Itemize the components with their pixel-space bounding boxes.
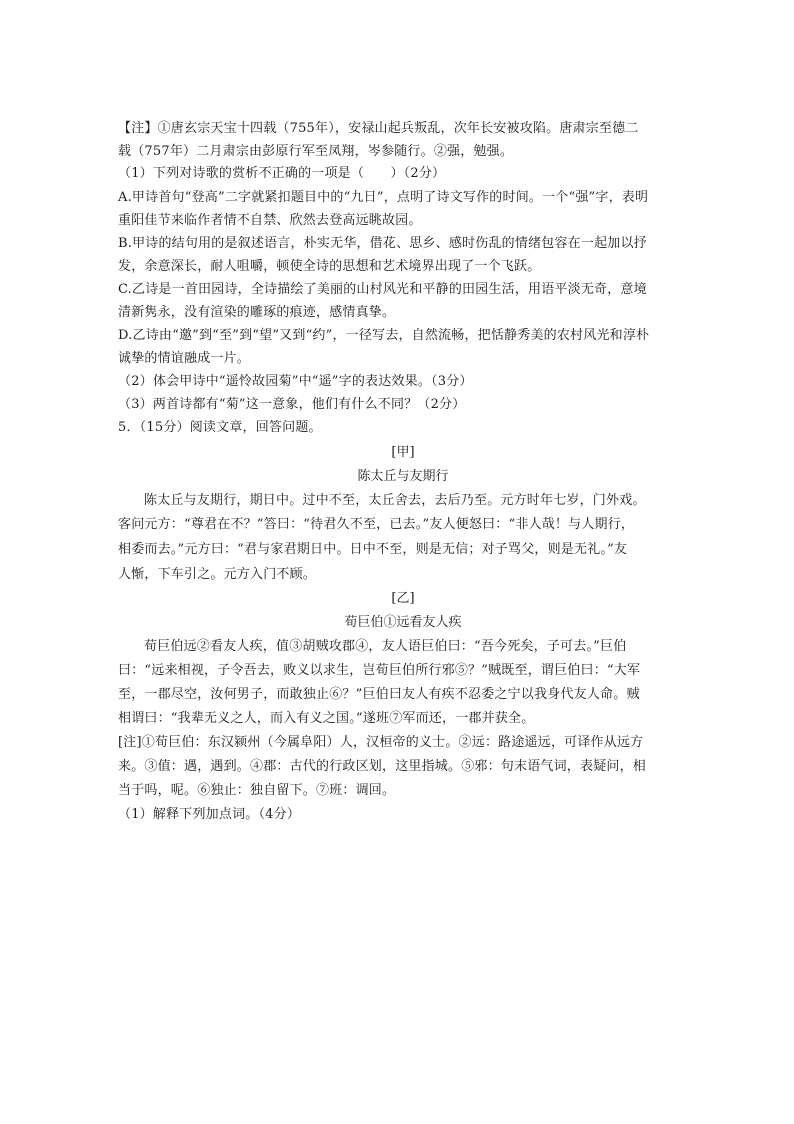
- note-line-1: 【注】①唐玄宗天宝十四载（755年），安禄山起兵叛乱，次年长安被攻陷。唐肃宗至德二: [118, 121, 639, 136]
- note-line-2: 载（757年）二月肃宗由彭原行军至凤翔，岑参随行。②强，勉强。: [118, 144, 514, 159]
- passage-yi-line-2: 曰：“远来相视，子令吾去，败义以求生，岂荀巨伯所行邪⑤？”贼既至，谓巨伯曰：“大军: [118, 663, 641, 678]
- option-d-line-1: D.乙诗由“邀”到“至”到“望”又到“约”，一径写去，自然流畅，把恬静秀美的农村风光和淳朴: [118, 328, 650, 343]
- option-c-line-1: C.乙诗是一首田园诗，全诗描绘了美丽的山村风光和平静的田园生活，用语平淡无奇，意境: [118, 282, 647, 297]
- passage-jia-line-4: 人惭，下车引之。元方入门不顾。: [118, 567, 317, 582]
- option-b-line-1: B.甲诗的结句用的是叙述语言，朴实无华，借花、思乡、感时伤乱的情绪包容在一起加以抒: [118, 236, 647, 251]
- question-5-title: 5．（15分）阅读文章，回答问题。: [118, 420, 322, 435]
- passage-jia-marker: [甲]: [391, 445, 415, 460]
- option-b-line-2: 发，余意深长，耐人咀嚼，顿使全诗的思想和艺术境界出现了一个飞跃。: [118, 259, 541, 274]
- passage-yi-line-3: 至，一郡尽空，汝何男子，而敢独止⑥？”巨伯曰友人有疾不忍委之宁以我身代友人命。贼: [118, 687, 640, 702]
- question-4-2: （2）体会甲诗中“遥怜故园菊”中“遥”字的表达效果。（3分）: [118, 374, 473, 389]
- question-4-3: （3）两首诗都有“菊”这一意象，他们有什么不同？（2分）: [118, 397, 466, 412]
- option-d-line-2: 诚挚的情谊融成一片。: [118, 351, 251, 366]
- passage-yi-marker: [乙]: [391, 591, 415, 606]
- passage-jia-line-1: 陈太丘与友期行，期日中。过中不至，太丘舍去，去后乃至。元方时年七岁，门外戏。: [144, 493, 646, 508]
- passage-yi-title: 荀巨伯①远看友人疾: [344, 615, 462, 630]
- passage-jia-line-3: 相委而去。”元方曰：“君与家君期日中。日中不至，则是无信；对子骂父，则是无礼。”友: [118, 542, 628, 557]
- option-a-line-2: 重阳佳节来临作者情不自禁、欣然去登高远眺故园。: [118, 213, 422, 228]
- passage-jia-line-2: 客问元方：“尊君在不？”答曰：“待君久不至，已去。”友人便怒曰：“非人哉！与人期行，: [118, 517, 635, 532]
- passage-yi-line-1: 荀巨伯远②看友人疾，值③胡贼攻郡④，友人语巨伯曰：“吾今死矣，子可去。”巨伯: [144, 639, 627, 654]
- option-a-line-1: A.甲诗首句“登高”二字就紧扣题目中的“九日”，点明了诗文写作的时间。一个“强”字，表明: [118, 190, 649, 205]
- yi-note-line-1: [注]①荀巨伯：东汉颍州（今属阜阳）人，汉桓帝的义士。②远：路途遥远，可译作从远方: [118, 735, 644, 750]
- passage-yi-line-4: 相谓曰：“我辈无义之人，而入有义之国。”遂班⑦军而还，一郡并获全。: [118, 711, 535, 726]
- option-c-line-2: 清新隽永，没有渲染的雕琢的痕迹，感情真挚。: [118, 305, 396, 320]
- yi-note-line-2: 来。③值：遇，遇到。④郡：古代的行政区划，这里指城。⑤邪：句末语气词，表疑问，相: [118, 759, 647, 774]
- yi-note-line-3: 当于吗，呢。⑥独止：独自留下。⑦班：调回。: [118, 783, 396, 798]
- question-5-1: （1）解释下列加点词。（4分）: [118, 807, 301, 822]
- passage-jia-title: 陈太丘与友期行: [357, 469, 449, 484]
- question-4-1-stem: （1）下列对诗歌的赏析不正确的一项是（ ）（2分）: [118, 166, 446, 181]
